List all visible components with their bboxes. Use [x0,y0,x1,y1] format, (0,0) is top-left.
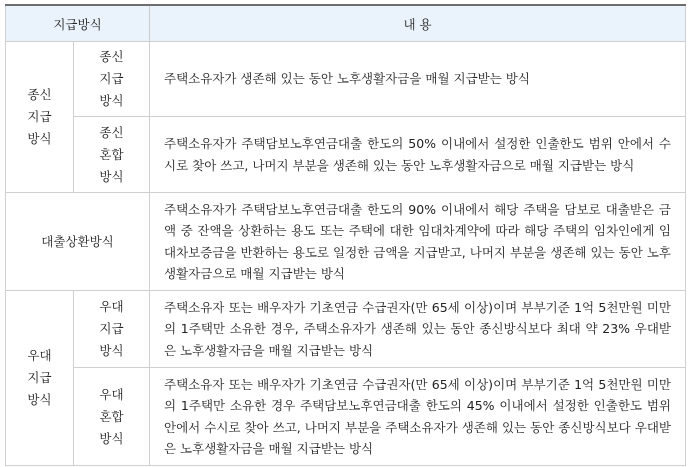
header-method: 지급방식 [6,5,150,42]
table-header-row [6,5,686,42]
desc-preferential-mixed: 주택소유자 또는 배우자가 기초연금 수급권자(만 65세 이상)이며 부부기준 1억 5천만원 미만의 1주택만 소유한 경우 주택담보노후연금대출 한도의 45% 이내에서 설정한 인출한도 범위 안에서 수시로 찾아 쓰고, 나머지 부분을 주택소유자가 생존해 있는 동안 종신방식보다 우대받은 노후생활자금을 매월 지급받는 방식 [150,368,686,466]
sub-preferential-payment: 우대 지급 방식 [74,291,150,368]
table-row [6,193,686,291]
desc-lifetime-mixed: 주택소유자가 주택담보노후연금대출 한도의 50% 이내에서 설정한 인출한도 범위 안에서 수시로 찾아 쓰고, 나머지 부분을 생존해 있는 동안 노후생활자금으로 매월 지급받는 방식 [150,117,686,193]
table-row [6,42,686,117]
group-preferential-payment: 우대 지급 방식 [6,291,74,466]
desc-lifetime-payment: 주택소유자가 생존해 있는 동안 노후생활자금을 매월 지급받는 방식 [150,42,686,117]
desc-loan-repayment: 주택소유자가 주택담보노후연금대출 한도의 90% 이내에서 해당 주택을 담보로 대출받은 금액 중 잔액을 상환하는 용도 또는 주택에 대한 임대차계약에 따라 해당 주택의 임차인에게 임대차보증금을 반환하는 용도로 일정한 금액을 지급받고, 나머지 부분을 생존해 있는 동안 노후생활자금으로 매월 지급받는 방식 [150,193,686,291]
table-row [6,368,686,466]
sub-lifetime-mixed: 종신 혼합 방식 [74,117,150,193]
desc-preferential-payment: 주택소유자 또는 배우자가 기초연금 수급권자(만 65세 이상)이며 부부기준 1억 5천만원 미만의 1주택만 소유한 경우, 주택소유자가 생존해 있는 동안 종신방식보다 최대 약 23% 우대받은 노후생활자금을 매월 지급받는 방식 [150,291,686,368]
table-row [6,117,686,193]
payment-method-table [5,4,686,466]
group-loan-repayment: 대출상환방식 [6,193,150,291]
sub-lifetime-payment: 종신 지급 방식 [74,42,150,117]
group-lifetime-payment: 종신 지급 방식 [6,42,74,193]
table-row [6,291,686,368]
sub-preferential-mixed: 우대 혼합 방식 [74,368,150,466]
header-content: 내 용 [150,5,686,42]
